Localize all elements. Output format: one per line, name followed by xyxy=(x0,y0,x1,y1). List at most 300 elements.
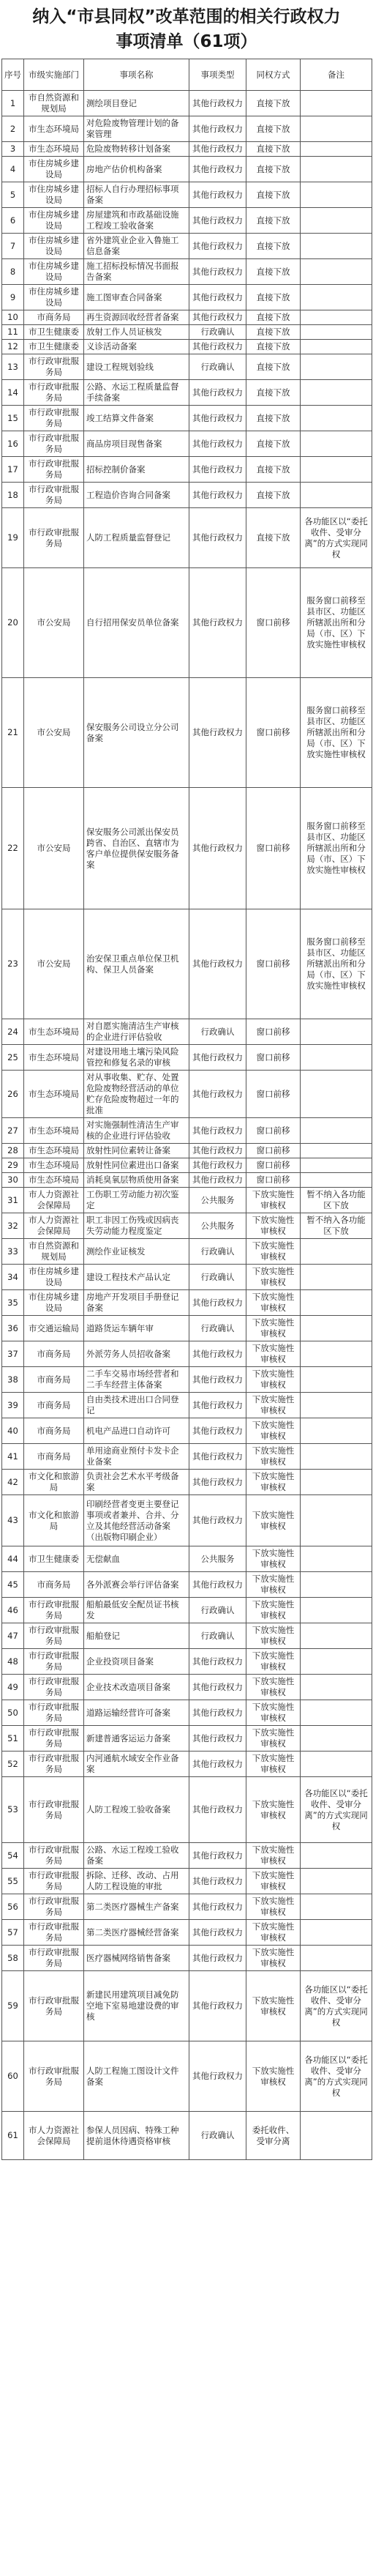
cell-no: 48 xyxy=(2,1649,24,1675)
cell-note xyxy=(301,1290,372,1316)
cell-unit: 市行政审批服务局 xyxy=(24,1598,84,1623)
cell-mode: 直接下放 xyxy=(246,325,301,340)
cell-type: 行政确认 xyxy=(189,1623,246,1649)
cell-item: 新建普通客运运力备案 xyxy=(84,1726,189,1752)
cell-mode: 窗口前移 xyxy=(246,1045,301,1071)
table-row xyxy=(2,208,372,234)
cell-type: 其他行政权力 xyxy=(189,1071,246,1118)
cell-item: 商品房项目现售备案 xyxy=(84,431,189,457)
cell-no: 30 xyxy=(2,1173,24,1188)
cell-unit: 市卫生健康委 xyxy=(24,340,84,354)
cell-no: 36 xyxy=(2,1316,24,1341)
cell-note xyxy=(301,1675,372,1700)
cell-type: 其他行政权力 xyxy=(189,1920,246,1946)
cell-item: 危险废物转移计划备案 xyxy=(84,142,189,157)
cell-no: 56 xyxy=(2,1894,24,1920)
cell-unit: 市行政审批服务局 xyxy=(24,1623,84,1649)
cell-item: 第二类医疗器械生产备案 xyxy=(84,1894,189,1920)
cell-mode: 下放实施性审核权 xyxy=(246,1869,301,1894)
cell-no: 38 xyxy=(2,1367,24,1393)
cell-unit: 市行政审批服务局 xyxy=(24,354,84,380)
table-row xyxy=(2,116,372,142)
cell-unit: 市交通运输局 xyxy=(24,1316,84,1341)
cell-note xyxy=(301,182,372,208)
cell-note xyxy=(301,1623,372,1649)
cell-type: 其他行政权力 xyxy=(189,457,246,483)
cell-item: 自由类技术进出口合同登记 xyxy=(84,1393,189,1418)
cell-note xyxy=(301,234,372,259)
cell-item: 房屋建筑和市政基础设施工程竣工验收备案 xyxy=(84,208,189,234)
cell-mode: 下放实施性审核权 xyxy=(246,1777,301,1843)
table-row xyxy=(2,1213,372,1239)
cell-item: 自行招用保安员单位备案 xyxy=(84,568,189,678)
table-row xyxy=(2,142,372,157)
cell-unit: 市行政审批服务局 xyxy=(24,508,84,568)
cell-type: 其他行政权力 xyxy=(189,1726,246,1752)
cell-type: 其他行政权力 xyxy=(189,1843,246,1869)
cell-note xyxy=(301,1118,372,1144)
cell-no: 16 xyxy=(2,431,24,457)
cell-mode: 窗口前移 xyxy=(246,1118,301,1144)
table-row xyxy=(2,1188,372,1213)
cell-no: 51 xyxy=(2,1726,24,1752)
cell-type: 其他行政权力 xyxy=(189,678,246,788)
cell-no: 26 xyxy=(2,1071,24,1118)
cell-no: 40 xyxy=(2,1418,24,1444)
cell-unit: 市住房城乡建设局 xyxy=(24,259,84,285)
cell-type: 行政确认 xyxy=(189,1265,246,1290)
cell-note xyxy=(301,1946,372,1971)
cell-mode: 直接下放 xyxy=(246,354,301,380)
cell-item: 道路货运车辆年审 xyxy=(84,1316,189,1341)
cell-mode: 下放实施性审核权 xyxy=(246,1213,301,1239)
cell-unit: 市行政审批服务局 xyxy=(24,1946,84,1971)
cell-item: 无偿献血 xyxy=(84,1546,189,1572)
cell-no: 17 xyxy=(2,457,24,483)
cell-note xyxy=(301,1045,372,1071)
cell-no: 52 xyxy=(2,1752,24,1777)
cell-item: 船舶最低安全配员证书核发 xyxy=(84,1598,189,1623)
table-row xyxy=(2,259,372,285)
cell-unit: 市行政审批服务局 xyxy=(24,1869,84,1894)
table-row xyxy=(2,1341,372,1367)
cell-no: 20 xyxy=(2,568,24,678)
cell-mode: 直接下放 xyxy=(246,431,301,457)
cell-type: 其他行政权力 xyxy=(189,142,246,157)
cell-type: 其他行政权力 xyxy=(189,1418,246,1444)
cell-note xyxy=(301,1144,372,1158)
cell-type: 其他行政权力 xyxy=(189,406,246,431)
cell-type: 其他行政权力 xyxy=(189,1367,246,1393)
table-row xyxy=(2,325,372,340)
header-type: 事项类型 xyxy=(189,59,246,91)
cell-item: 企业技术改造项目备案 xyxy=(84,1675,189,1700)
cell-note xyxy=(301,1470,372,1495)
cell-type: 行政确认 xyxy=(189,325,246,340)
cell-no: 50 xyxy=(2,1700,24,1726)
cell-item: 人防工程竣工验收备案 xyxy=(84,1777,189,1843)
table-row xyxy=(2,157,372,182)
cell-unit: 市人力资源社会保障局 xyxy=(24,1213,84,1239)
cell-note: 暂不纳入各功能区下放 xyxy=(301,1213,372,1239)
cell-mode: 下放实施性审核权 xyxy=(246,1572,301,1598)
table-row xyxy=(2,1290,372,1316)
cell-item: 医疗器械网络销售备案 xyxy=(84,1946,189,1971)
cell-type: 其他行政权力 xyxy=(189,1341,246,1367)
cell-unit: 市行政审批服务局 xyxy=(24,431,84,457)
cell-item: 第二类医疗器械经营备案 xyxy=(84,1920,189,1946)
cell-type: 其他行政权力 xyxy=(189,340,246,354)
cell-type: 其他行政权力 xyxy=(189,1946,246,1971)
cell-item: 施工图审查合同备案 xyxy=(84,285,189,310)
cell-note xyxy=(301,483,372,508)
cell-mode: 下放实施性审核权 xyxy=(246,1239,301,1265)
cell-item: 二手车交易市场经营者和二手车经营主体备案 xyxy=(84,1367,189,1393)
header-no: 序号 xyxy=(2,59,24,91)
cell-note: 各功能区以“委托收件、受审分离”的方式实现同权 xyxy=(301,1777,372,1843)
cell-unit: 市公安局 xyxy=(24,788,84,909)
cell-item: 工程造价咨询合同备案 xyxy=(84,483,189,508)
table-row xyxy=(2,1444,372,1470)
table-row xyxy=(2,483,372,508)
cell-type: 其他行政权力 xyxy=(189,259,246,285)
cell-note xyxy=(301,91,372,116)
table-row xyxy=(2,1071,372,1118)
cell-note xyxy=(301,1019,372,1045)
cell-item: 消耗臭氧层物质使用备案 xyxy=(84,1173,189,1188)
cell-note xyxy=(301,1316,372,1341)
cell-no: 31 xyxy=(2,1188,24,1213)
cell-item: 保安服务公司派出保安员跨省、自治区、直辖市为客户单位提供保安服务备案 xyxy=(84,788,189,909)
cell-mode: 下放实施性审核权 xyxy=(246,1341,301,1367)
cell-type: 其他行政权力 xyxy=(189,285,246,310)
table-row xyxy=(2,1843,372,1869)
cell-note: 各功能区以“委托收件、受审分离”的方式实现同权 xyxy=(301,508,372,568)
cell-unit: 市文化和旅游局 xyxy=(24,1495,84,1546)
cell-no: 8 xyxy=(2,259,24,285)
cell-type: 其他行政权力 xyxy=(189,568,246,678)
cell-type: 其他行政权力 xyxy=(189,182,246,208)
cell-note xyxy=(301,1341,372,1367)
cell-mode: 窗口前移 xyxy=(246,678,301,788)
cell-unit: 市行政审批服务局 xyxy=(24,1920,84,1946)
table-header-row xyxy=(2,59,372,91)
cell-no: 12 xyxy=(2,340,24,354)
cell-no: 60 xyxy=(2,2041,24,2112)
cell-no: 13 xyxy=(2,354,24,380)
cell-type: 其他行政权力 xyxy=(189,1869,246,1894)
cell-no: 15 xyxy=(2,406,24,431)
cell-item: 保安服务公司设立分公司备案 xyxy=(84,678,189,788)
cell-no: 46 xyxy=(2,1598,24,1623)
cell-item: 放射性同位素进出口备案 xyxy=(84,1158,189,1173)
cell-note xyxy=(301,1752,372,1777)
table-row xyxy=(2,788,372,909)
cell-unit: 市人力资源社会保障局 xyxy=(24,2112,84,2160)
cell-note xyxy=(301,116,372,142)
cell-item: 各外派赛会举行评估备案 xyxy=(84,1572,189,1598)
table-row xyxy=(2,310,372,325)
cell-unit: 市行政审批服务局 xyxy=(24,380,84,406)
table-row xyxy=(2,1649,372,1675)
cell-type: 行政确认 xyxy=(189,1316,246,1341)
cell-type: 其他行政权力 xyxy=(189,2041,246,2112)
table-row xyxy=(2,568,372,678)
header-item: 事项名称 xyxy=(84,59,189,91)
cell-mode: 下放实施性审核权 xyxy=(246,1726,301,1752)
cell-type: 其他行政权力 xyxy=(189,208,246,234)
cell-item: 建设工程规划验线 xyxy=(84,354,189,380)
cell-type: 其他行政权力 xyxy=(189,1158,246,1173)
cell-item: 对从事收集、贮存、处置危险废物经营活动的单位贮存危险废物超过一年的批准 xyxy=(84,1071,189,1118)
cell-mode: 直接下放 xyxy=(246,457,301,483)
cell-note: 各功能区以“委托收件、受审分离”的方式实现同权 xyxy=(301,2041,372,2112)
cell-note xyxy=(301,1894,372,1920)
cell-unit: 市行政审批服务局 xyxy=(24,1726,84,1752)
cell-item: 治安保卫重点单位保卫机构、保卫人员备案 xyxy=(84,909,189,1019)
cell-item: 公路、水运工程竣工验收备案 xyxy=(84,1843,189,1869)
cell-mode: 直接下放 xyxy=(246,142,301,157)
cell-mode: 直接下放 xyxy=(246,182,301,208)
cell-type: 其他行政权力 xyxy=(189,1045,246,1071)
cell-mode: 委托收件、受审分离 xyxy=(246,2112,301,2160)
cell-unit: 市商务局 xyxy=(24,1418,84,1444)
cell-item: 内河通航水域安全作业备案 xyxy=(84,1752,189,1777)
cell-unit: 市生态环境局 xyxy=(24,1045,84,1071)
powers-table xyxy=(1,59,372,2160)
cell-mode: 直接下放 xyxy=(246,380,301,406)
cell-type: 其他行政权力 xyxy=(189,1144,246,1158)
cell-unit: 市自然资源和规划局 xyxy=(24,1239,84,1265)
cell-item: 房地产开发项目手册登记备案 xyxy=(84,1290,189,1316)
table-row xyxy=(2,2112,372,2160)
cell-item: 省外建筑业企业入鲁施工信息备案 xyxy=(84,234,189,259)
cell-item: 道路运输经营许可备案 xyxy=(84,1700,189,1726)
cell-type: 行政确认 xyxy=(189,1598,246,1623)
cell-mode: 直接下放 xyxy=(246,116,301,142)
cell-mode: 下放实施性审核权 xyxy=(246,1675,301,1700)
cell-unit: 市行政审批服务局 xyxy=(24,1843,84,1869)
cell-item: 招标人自行办理招标事项备案 xyxy=(84,182,189,208)
cell-no: 21 xyxy=(2,678,24,788)
cell-type: 其他行政权力 xyxy=(189,116,246,142)
cell-note xyxy=(301,1572,372,1598)
cell-item: 负责社会艺术水平考级备案 xyxy=(84,1470,189,1495)
cell-note xyxy=(301,1700,372,1726)
cell-no: 9 xyxy=(2,285,24,310)
cell-note xyxy=(301,1598,372,1623)
cell-type: 其他行政权力 xyxy=(189,310,246,325)
cell-note xyxy=(301,1546,372,1572)
cell-unit: 市文化和旅游局 xyxy=(24,1470,84,1495)
cell-unit: 市行政审批服务局 xyxy=(24,1752,84,1777)
cell-item: 放射工作人员证核发 xyxy=(84,325,189,340)
cell-no: 45 xyxy=(2,1572,24,1598)
cell-no: 57 xyxy=(2,1920,24,1946)
table-row xyxy=(2,1367,372,1393)
cell-no: 27 xyxy=(2,1118,24,1144)
cell-item: 机电产品进口自动许可 xyxy=(84,1418,189,1444)
cell-type: 其他行政权力 xyxy=(189,1290,246,1316)
cell-type: 其他行政权力 xyxy=(189,157,246,182)
cell-note xyxy=(301,1239,372,1265)
table-row xyxy=(2,1239,372,1265)
table-row xyxy=(2,1546,372,1572)
table-row xyxy=(2,1623,372,1649)
title-line-1: 纳入“市县同权”改革范围的相关行政权力 xyxy=(32,7,341,26)
cell-no: 53 xyxy=(2,1777,24,1843)
cell-mode: 下放实施性审核权 xyxy=(246,1290,301,1316)
cell-mode: 下放实施性审核权 xyxy=(246,1546,301,1572)
cell-mode: 窗口前移 xyxy=(246,1019,301,1045)
cell-note: 暂不纳入各功能区下放 xyxy=(301,1188,372,1213)
cell-unit: 市生态环境局 xyxy=(24,1144,84,1158)
cell-unit: 市公安局 xyxy=(24,568,84,678)
cell-item: 建设工程技术产品认定 xyxy=(84,1265,189,1290)
cell-unit: 市公安局 xyxy=(24,678,84,788)
cell-item: 新建民用建筑项目减免防空地下室易地建设费的审核 xyxy=(84,1971,189,2041)
cell-mode: 下放实施性审核权 xyxy=(246,1598,301,1623)
cell-unit: 市行政审批服务局 xyxy=(24,406,84,431)
cell-unit: 市商务局 xyxy=(24,1341,84,1367)
cell-item: 对实施强制性清洁生产审核的企业进行评估验收 xyxy=(84,1118,189,1144)
table-row xyxy=(2,1946,372,1971)
cell-note xyxy=(301,1418,372,1444)
cell-type: 行政确认 xyxy=(189,354,246,380)
cell-unit: 市住房城乡建设局 xyxy=(24,157,84,182)
cell-item: 对危险废物管理计划的备案管理 xyxy=(84,116,189,142)
cell-no: 32 xyxy=(2,1213,24,1239)
table-row xyxy=(2,1144,372,1158)
cell-unit: 市住房城乡建设局 xyxy=(24,1265,84,1290)
table-row xyxy=(2,1045,372,1071)
table-row xyxy=(2,1495,372,1546)
cell-note xyxy=(301,1843,372,1869)
cell-mode: 下放实施性审核权 xyxy=(246,1920,301,1946)
cell-type: 其他行政权力 xyxy=(189,1675,246,1700)
document-title xyxy=(0,0,373,59)
cell-note: 服务窗口前移至县市区、功能区所辖派出所和分局（市、区）下放实施性审核权 xyxy=(301,909,372,1019)
cell-note xyxy=(301,1158,372,1173)
table-row xyxy=(2,406,372,431)
table-row xyxy=(2,1158,372,1173)
cell-no: 47 xyxy=(2,1623,24,1649)
cell-mode: 直接下放 xyxy=(246,91,301,116)
cell-no: 5 xyxy=(2,182,24,208)
cell-note xyxy=(301,431,372,457)
cell-unit: 市生态环境局 xyxy=(24,1019,84,1045)
cell-mode: 下放实施性审核权 xyxy=(246,1470,301,1495)
cell-type: 其他行政权力 xyxy=(189,380,246,406)
cell-mode: 下放实施性审核权 xyxy=(246,1316,301,1341)
cell-unit: 市生态环境局 xyxy=(24,1071,84,1118)
cell-no: 19 xyxy=(2,508,24,568)
cell-note xyxy=(301,1869,372,1894)
cell-unit: 市行政审批服务局 xyxy=(24,1649,84,1675)
cell-mode: 窗口前移 xyxy=(246,1158,301,1173)
cell-item: 单用途商业预付卡发卡企业备案 xyxy=(84,1444,189,1470)
cell-no: 58 xyxy=(2,1946,24,1971)
cell-type: 其他行政权力 xyxy=(189,1470,246,1495)
cell-type: 行政确认 xyxy=(189,2112,246,2160)
cell-note xyxy=(301,1726,372,1752)
cell-item: 放射性同位素转让备案 xyxy=(84,1144,189,1158)
cell-no: 37 xyxy=(2,1341,24,1367)
cell-note: 各功能区以“委托收件、受审分离”的方式实现同权 xyxy=(301,1971,372,2041)
cell-no: 28 xyxy=(2,1144,24,1158)
cell-note xyxy=(301,354,372,380)
cell-no: 4 xyxy=(2,157,24,182)
header-note: 备注 xyxy=(301,59,372,91)
cell-unit: 市人力资源社会保障局 xyxy=(24,1188,84,1213)
table-row xyxy=(2,508,372,568)
cell-mode: 下放实施性审核权 xyxy=(246,1623,301,1649)
cell-mode: 下放实施性审核权 xyxy=(246,1752,301,1777)
cell-note xyxy=(301,1920,372,1946)
cell-type: 其他行政权力 xyxy=(189,1752,246,1777)
cell-no: 24 xyxy=(2,1019,24,1045)
cell-mode: 直接下放 xyxy=(246,508,301,568)
cell-type: 其他行政权力 xyxy=(189,431,246,457)
cell-mode: 下放实施性审核权 xyxy=(246,1649,301,1675)
cell-note xyxy=(301,340,372,354)
cell-mode: 下放实施性审核权 xyxy=(246,1894,301,1920)
cell-item: 外派劳务人员招收备案 xyxy=(84,1341,189,1367)
cell-mode: 窗口前移 xyxy=(246,1144,301,1158)
cell-item: 船舶登记 xyxy=(84,1623,189,1649)
table-row xyxy=(2,285,372,310)
cell-no: 61 xyxy=(2,2112,24,2160)
cell-type: 其他行政权力 xyxy=(189,788,246,909)
table-row xyxy=(2,1118,372,1144)
cell-mode: 下放实施性审核权 xyxy=(246,1188,301,1213)
cell-unit: 市自然资源和规划局 xyxy=(24,91,84,116)
cell-type: 其他行政权力 xyxy=(189,234,246,259)
cell-mode: 直接下放 xyxy=(246,157,301,182)
cell-type: 其他行政权力 xyxy=(189,909,246,1019)
cell-mode: 窗口前移 xyxy=(246,1173,301,1188)
cell-unit: 市住房城乡建设局 xyxy=(24,182,84,208)
cell-no: 44 xyxy=(2,1546,24,1572)
cell-no: 3 xyxy=(2,142,24,157)
table-row xyxy=(2,182,372,208)
cell-item: 竣工结算文件备案 xyxy=(84,406,189,431)
cell-item: 对自愿实施清洁生产审核的企业进行评估验收 xyxy=(84,1019,189,1045)
cell-note xyxy=(301,2112,372,2160)
cell-no: 43 xyxy=(2,1495,24,1546)
cell-note xyxy=(301,1367,372,1393)
table-row xyxy=(2,457,372,483)
table-row xyxy=(2,1752,372,1777)
table-row xyxy=(2,1726,372,1752)
cell-mode: 直接下放 xyxy=(246,340,301,354)
cell-type: 其他行政权力 xyxy=(189,1971,246,2041)
cell-item: 人防工程质量监督登记 xyxy=(84,508,189,568)
header-unit: 市级实施部门 xyxy=(24,59,84,91)
cell-unit: 市行政审批服务局 xyxy=(24,2041,84,2112)
cell-no: 2 xyxy=(2,116,24,142)
cell-note xyxy=(301,259,372,285)
cell-note xyxy=(301,1393,372,1418)
cell-no: 6 xyxy=(2,208,24,234)
cell-unit: 市商务局 xyxy=(24,1367,84,1393)
cell-type: 其他行政权力 xyxy=(189,91,246,116)
table-row xyxy=(2,1777,372,1843)
cell-unit: 市住房城乡建设局 xyxy=(24,208,84,234)
cell-unit: 市商务局 xyxy=(24,1393,84,1418)
cell-type: 公共服务 xyxy=(189,1546,246,1572)
cell-type: 其他行政权力 xyxy=(189,1894,246,1920)
